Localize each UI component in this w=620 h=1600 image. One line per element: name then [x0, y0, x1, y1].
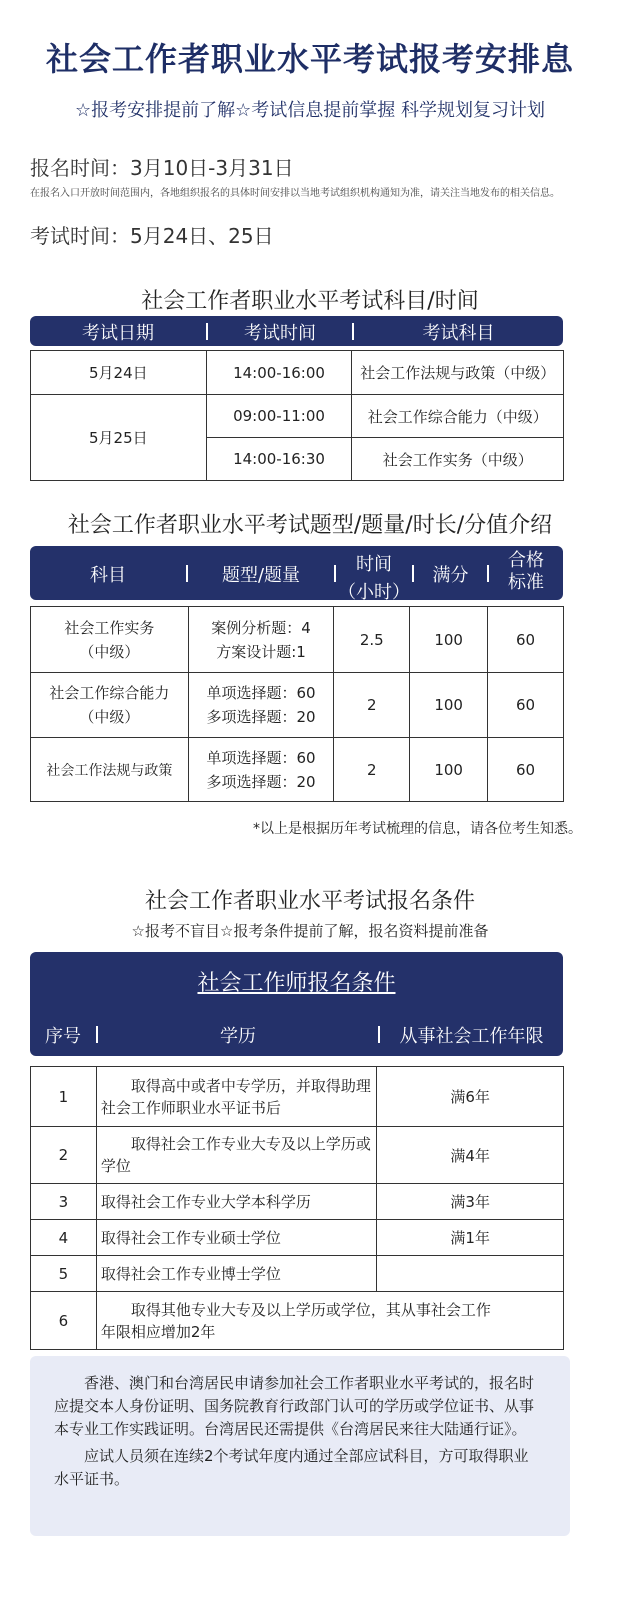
type-line: 方案设计题:1	[216, 642, 306, 661]
registration-time: 报名时间：3月10日-3月31日	[30, 156, 294, 180]
type-line: 单项选择题：60	[206, 748, 316, 767]
number-cell: 3	[31, 1184, 97, 1220]
full-score-cell: 100	[410, 738, 488, 802]
header-pass-line1: 合格	[508, 550, 544, 571]
conditions-header-band	[30, 952, 563, 1056]
years-cell: 满3年	[377, 1184, 564, 1220]
date-cell: 5月25日	[31, 395, 207, 481]
date-cell: 5月24日	[31, 351, 207, 395]
schedule-header-band	[30, 316, 563, 346]
subject-level: （中级）	[79, 708, 140, 726]
header-type: 题型/题量	[221, 565, 301, 586]
question-types-note: *以上是根据历年考试梳理的信息，请各位考生知悉。	[253, 821, 582, 837]
table-row	[31, 1292, 564, 1350]
header-subject: 科目	[90, 565, 126, 586]
table-row	[31, 607, 564, 673]
info-paragraph: 香港、澳门和台湾居民申请参加社会工作者职业水平考试的，报名时应提交本人身份证明、国务院教育行政部门认可的学历或学位证书、从事本专业工作实践证明。台湾居民还需提供《台湾居民来往大陆通行证》。	[54, 1374, 535, 1438]
subject-cell	[31, 673, 189, 738]
subject-cell	[31, 607, 189, 673]
number-cell: 5	[31, 1256, 97, 1292]
question-types-title: 社会工作者职业水平考试题型/题量/时长/分值介绍	[67, 513, 553, 538]
education-cell: 取得其他专业大专及以上学历或学位，其从事社会工作年限相应增加2年	[96, 1292, 563, 1350]
time-cell: 2.5	[334, 607, 410, 673]
full-score-cell: 100	[410, 607, 488, 673]
subject-cell: 社会工作实务（中级）	[352, 438, 564, 481]
question-types-header-band	[30, 546, 563, 603]
number-cell: 6	[31, 1292, 97, 1350]
pass-score-cell: 60	[488, 673, 564, 738]
table-row	[31, 1220, 564, 1256]
education-cell: 取得社会工作专业大学本科学历	[96, 1184, 376, 1220]
time-cell: 2	[334, 738, 410, 802]
exam-time: 考试时间：5月24日、25日	[30, 224, 274, 248]
education-cell: 取得高中或者中专学历，并取得助理社会工作师职业水平证书后	[96, 1067, 376, 1127]
number-cell: 1	[31, 1067, 97, 1127]
conditions-subtitle: ☆报考不盲目☆报考条件提前了解，报名资料提前准备	[131, 922, 489, 940]
type-line: 案例分析题：4	[211, 618, 311, 637]
type-cell	[188, 738, 334, 802]
header-education: 学历	[220, 1026, 256, 1047]
type-cell	[188, 607, 334, 673]
education-cell: 取得社会工作专业博士学位	[96, 1256, 376, 1292]
subject-level: （中级）	[79, 642, 140, 661]
question-types-table	[30, 606, 564, 802]
number-cell: 2	[31, 1127, 97, 1184]
subject-cell: 社会工作综合能力（中级）	[352, 395, 564, 438]
table-row	[31, 1256, 564, 1292]
table-row	[31, 351, 564, 395]
header-time: 时间	[356, 554, 392, 575]
header-exam-date: 考试日期	[82, 323, 154, 344]
years-cell: 满4年	[377, 1127, 564, 1184]
pass-score-cell: 60	[488, 607, 564, 673]
education-cell: 取得社会工作专业硕士学位	[96, 1220, 376, 1256]
type-line: 单项选择题：60	[206, 684, 316, 702]
table-row	[31, 1067, 564, 1127]
info-box	[30, 1356, 570, 1536]
table-row	[31, 1127, 564, 1184]
table-row	[31, 395, 564, 438]
education-cell: 取得社会工作专业大专及以上学历或学位	[96, 1127, 376, 1184]
registration-note: 在报名入口开放时间范围内，各地组织报名的具体时间安排以当地考试组织机构通知为准，请关注当地发布的相关信息。	[30, 188, 560, 199]
type-cell	[188, 673, 334, 738]
number-cell: 4	[31, 1220, 97, 1256]
header-exam-time: 考试时间	[244, 323, 316, 344]
subject-name: 社会工作综合能力	[49, 684, 170, 702]
subject-name: 社会工作实务	[64, 618, 155, 637]
subject-cell: 社会工作法规与政策（中级）	[352, 351, 564, 395]
time-cell: 14:00-16:30	[206, 438, 352, 481]
header-full-score: 满分	[432, 565, 469, 586]
time-cell: 2	[334, 673, 410, 738]
conditions-band-title: 社会工作师报名条件	[197, 971, 396, 996]
table-row	[31, 1184, 564, 1220]
schedule-table	[30, 350, 564, 481]
pass-score-cell: 60	[488, 738, 564, 802]
page-title: 社会工作者职业水平考试报考安排息	[45, 40, 574, 78]
time-cell: 09:00-11:00	[206, 395, 352, 438]
header-exam-subject: 考试科目	[422, 323, 495, 344]
header-number: 序号	[45, 1026, 81, 1047]
page-subtitle: ☆报考安排提前了解☆考试信息提前掌握 科学规划复习计划	[75, 100, 545, 121]
header-pass-standard	[489, 550, 563, 594]
header-pass-line2: 标准	[508, 572, 544, 593]
years-cell: 满1年	[377, 1220, 564, 1256]
schedule-title: 社会工作者职业水平考试科目/时间	[141, 289, 479, 314]
type-line: 多项选择题：20	[206, 772, 316, 791]
type-line: 多项选择题：20	[206, 708, 316, 726]
conditions-table	[30, 1066, 564, 1350]
table-row	[31, 738, 564, 802]
years-cell	[377, 1256, 564, 1292]
header-time-unit: （小时）	[338, 582, 410, 603]
years-cell: 满6年	[377, 1067, 564, 1127]
info-paragraph: 应试人员须在连续2个考试年度内通过全部应试科目，方可取得职业水平证书。	[54, 1447, 529, 1488]
header-years: 从事社会工作年限	[399, 1026, 544, 1047]
conditions-title: 社会工作者职业水平考试报名条件	[144, 889, 475, 914]
subject-cell: 社会工作法规与政策	[31, 738, 189, 802]
time-cell: 14:00-16:00	[206, 351, 352, 395]
table-row	[31, 673, 564, 738]
full-score-cell: 100	[410, 673, 488, 738]
